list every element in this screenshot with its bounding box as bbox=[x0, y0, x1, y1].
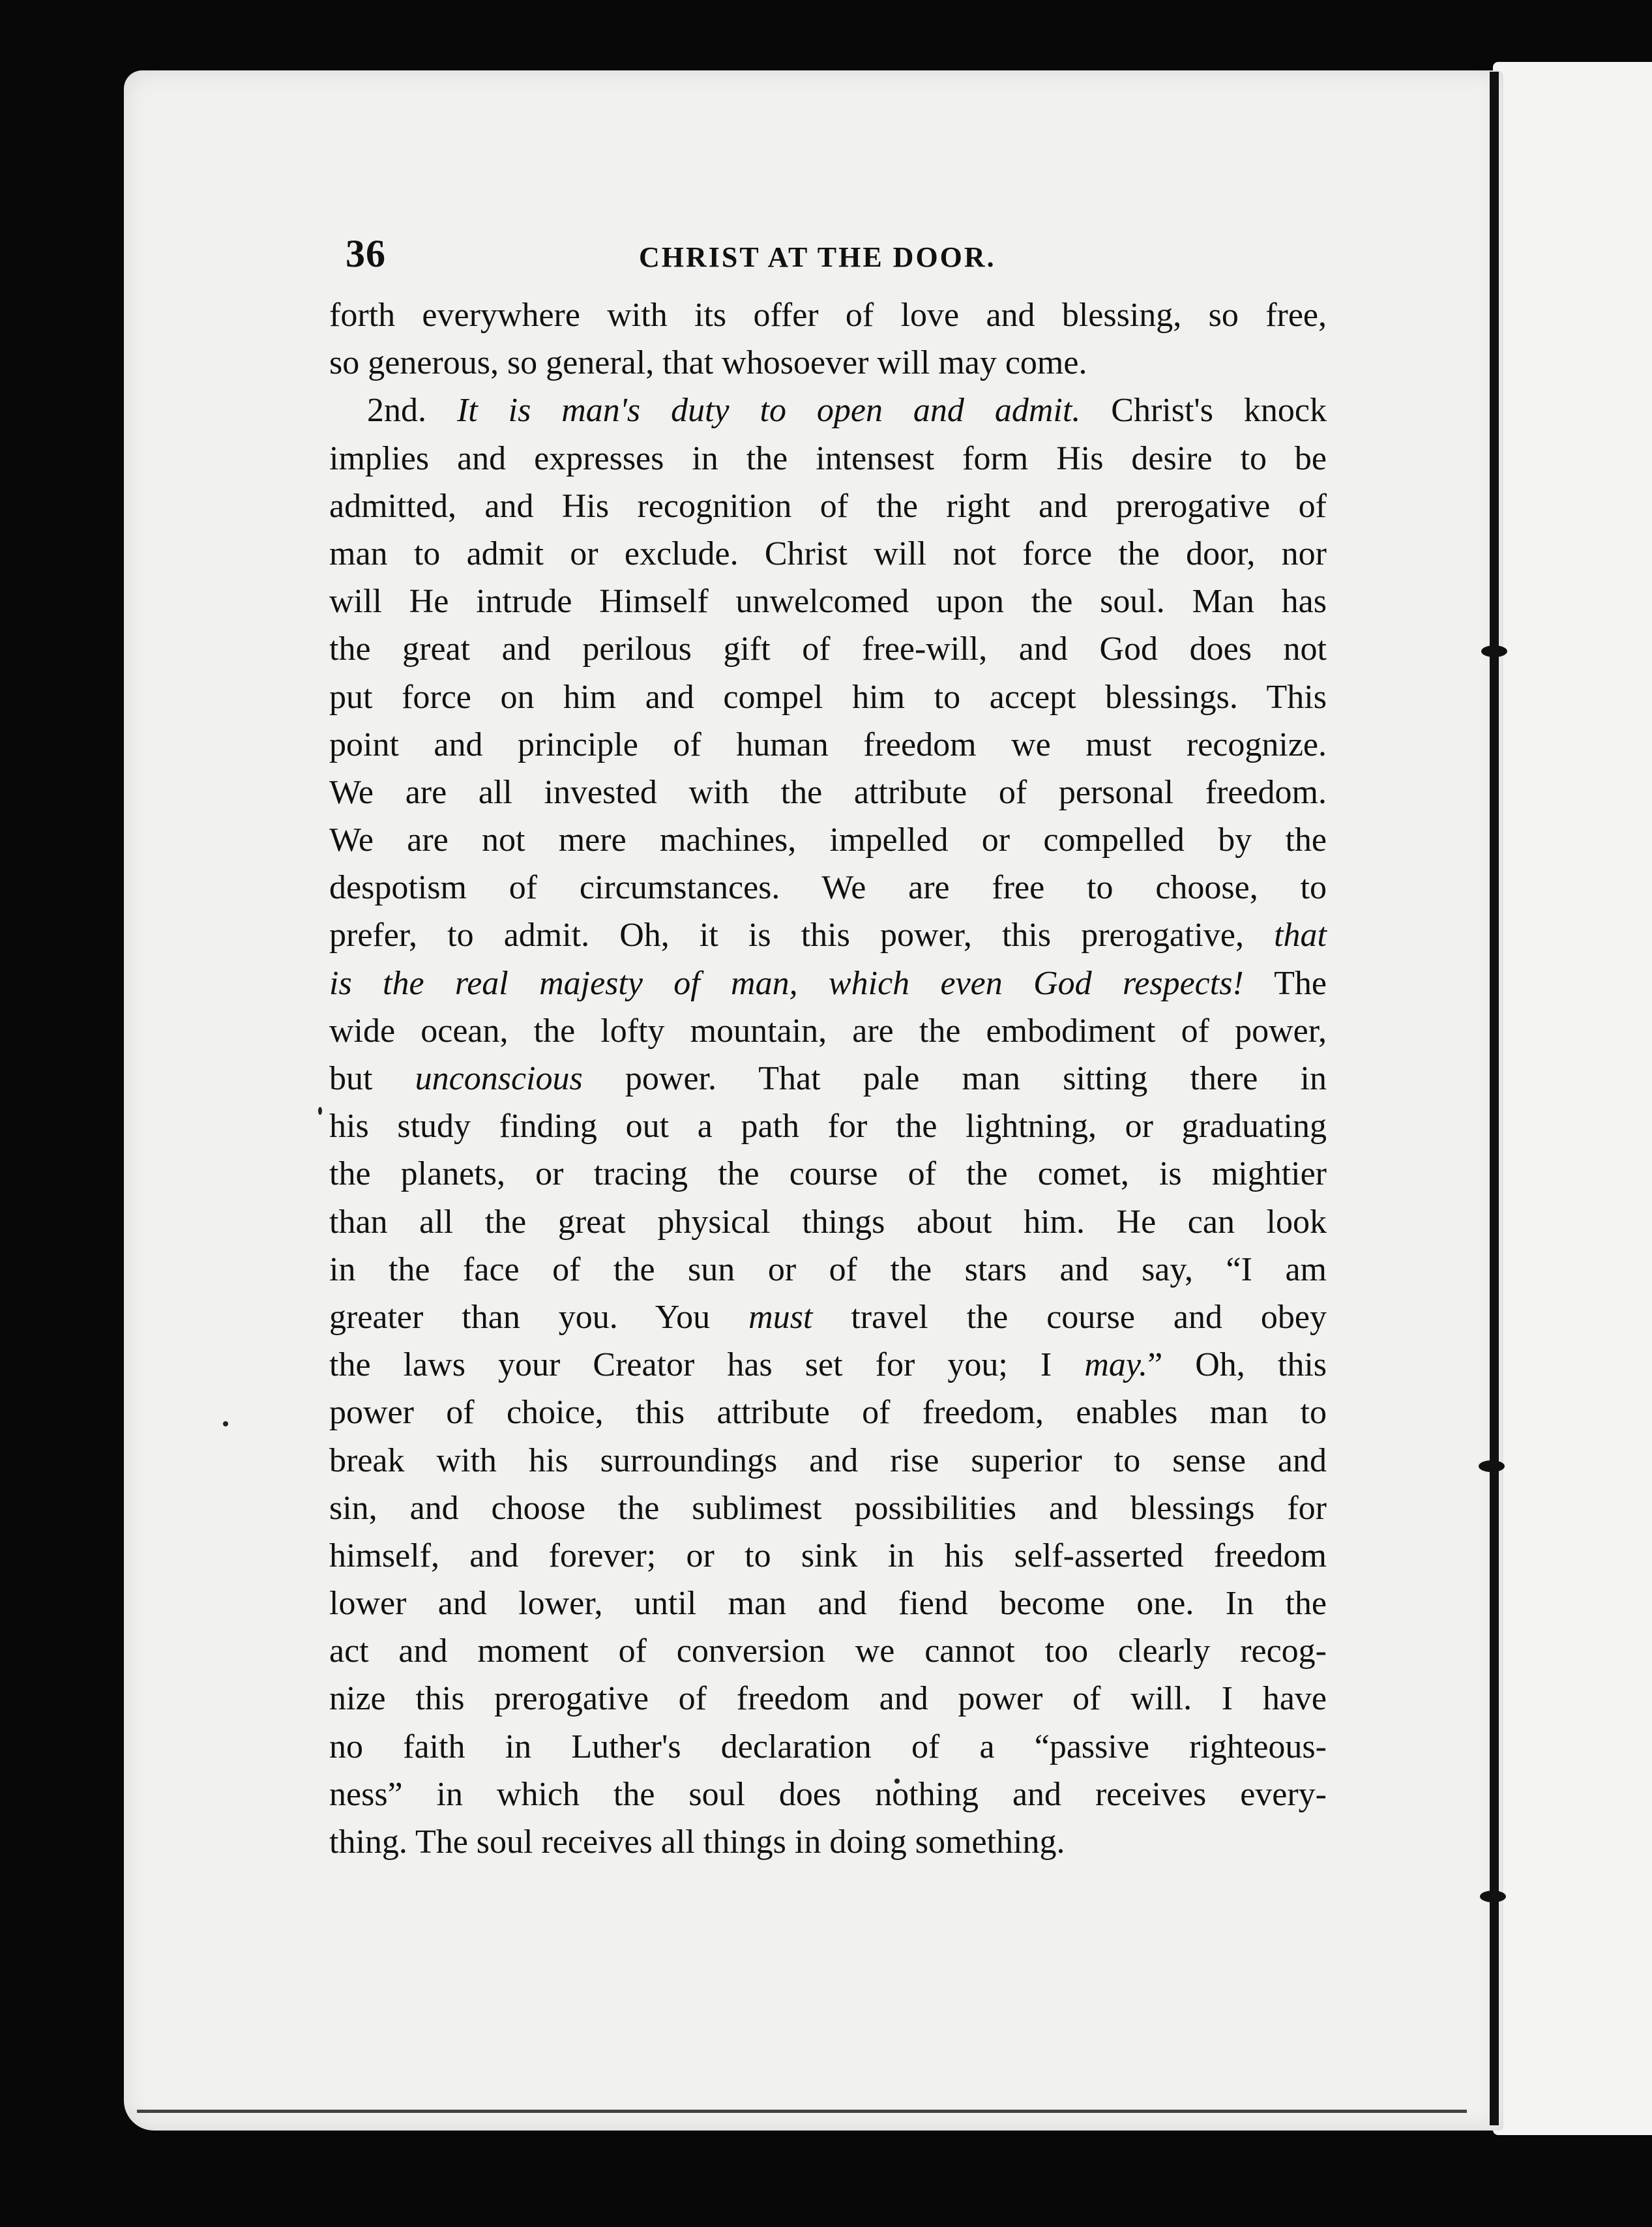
text-run: no faith in Luther's declaration of a “passive righteous- bbox=[329, 1728, 1327, 1765]
italic-text: It is man's duty to open and admit. bbox=[456, 392, 1081, 430]
binding-stitch-mark bbox=[1480, 1891, 1506, 1902]
text-line bbox=[329, 1771, 1327, 1818]
text-line bbox=[329, 911, 1327, 959]
text-line bbox=[329, 1484, 1327, 1532]
text-line bbox=[329, 1150, 1327, 1198]
italic-text: may. bbox=[1084, 1346, 1148, 1384]
text-line bbox=[329, 1102, 1327, 1150]
text-line bbox=[329, 339, 1327, 387]
text-run: prefer, to admit. Oh, it is this power, this prerogative, bbox=[329, 917, 1275, 954]
text-run: sin, and choose the sublimest possibilities and blessings for bbox=[329, 1489, 1327, 1527]
text-run: the planets, or tracing the course of the comet, is mightier bbox=[329, 1155, 1327, 1193]
text-line bbox=[329, 816, 1327, 864]
text-line bbox=[329, 673, 1327, 721]
text-run: travel the course and obey bbox=[812, 1298, 1327, 1336]
text-run: put force on him and compel him to accept blessings. This bbox=[329, 678, 1327, 716]
text-line bbox=[329, 1007, 1327, 1055]
page-text bbox=[329, 231, 1327, 1866]
text-run: Christ's knock bbox=[1080, 392, 1327, 430]
text-run: despotism of circumstances. We are free to choose, to bbox=[329, 869, 1327, 907]
text-line bbox=[329, 1246, 1327, 1293]
text-line bbox=[329, 769, 1327, 816]
text-line bbox=[329, 721, 1327, 769]
running-title: CHRIST AT THE DOOR. bbox=[639, 241, 996, 273]
facing-page-edge bbox=[1493, 62, 1652, 2135]
text-line bbox=[329, 1293, 1327, 1341]
text-line bbox=[329, 1675, 1327, 1722]
ink-speck bbox=[318, 1107, 322, 1115]
text-line bbox=[329, 1818, 1327, 1866]
binding-stitch-mark bbox=[1481, 645, 1507, 657]
text-run: power of choice, this attribute of freedom, enables man to bbox=[329, 1394, 1327, 1432]
text-run: but bbox=[329, 1060, 415, 1097]
text-line bbox=[329, 1723, 1327, 1771]
binding-stitch-mark bbox=[1479, 1460, 1505, 1472]
text-line bbox=[329, 291, 1327, 339]
text-run: ” Oh, this bbox=[1147, 1346, 1327, 1384]
text-run: himself, and forever; or to sink in his self-asserted freedom bbox=[329, 1537, 1327, 1574]
italic-text: must bbox=[748, 1298, 813, 1336]
text-line bbox=[329, 1341, 1327, 1389]
text-line bbox=[329, 387, 1327, 434]
text-run: break with his surroundings and rise superior to sense and bbox=[329, 1441, 1327, 1479]
text-line bbox=[329, 625, 1327, 673]
text-run: wide ocean, the lofty mountain, are the embodiment of power, bbox=[329, 1012, 1327, 1050]
text-run: forth everywhere with its offer of love and blessing, so free, bbox=[329, 297, 1327, 334]
ink-speck bbox=[223, 1421, 228, 1426]
text-run: We are all invested with the attribute of personal freedom. bbox=[329, 773, 1327, 811]
text-line bbox=[329, 530, 1327, 578]
text-run: the laws your Creator has set for you; I bbox=[329, 1346, 1085, 1384]
text-line bbox=[329, 578, 1327, 625]
text-run: will He intrude Himself unwelcomed upon the soul. Man has bbox=[329, 583, 1327, 621]
text-run: The bbox=[1243, 964, 1327, 1002]
text-run: in the face of the sun or of the stars and say, “I am bbox=[329, 1250, 1327, 1288]
text-line bbox=[329, 482, 1327, 530]
text-run: We are not mere machines, impelled or compelled by the bbox=[329, 821, 1327, 859]
page-number: 36 bbox=[346, 232, 386, 275]
italic-text: unconscious bbox=[415, 1060, 583, 1097]
text-run: thing. The soul receives all things in doing something. bbox=[329, 1823, 1065, 1861]
text-run: implies and expresses in the intensest form His desire to be bbox=[329, 439, 1327, 477]
text-line bbox=[329, 960, 1327, 1007]
text-line bbox=[329, 435, 1327, 482]
text-run: man to admit or exclude. Christ will not force the door, nor bbox=[329, 535, 1327, 572]
text-line bbox=[329, 1055, 1327, 1102]
text-line bbox=[329, 1580, 1327, 1627]
page-bottom-edge bbox=[137, 2110, 1467, 2113]
text-run: admitted, and His recognition of the right and prerogative of bbox=[329, 487, 1327, 525]
italic-text: that bbox=[1274, 917, 1327, 954]
text-line bbox=[329, 1532, 1327, 1580]
text-run: lower and lower, until man and fiend become one. In the bbox=[329, 1585, 1327, 1623]
text-line bbox=[329, 1198, 1327, 1246]
text-run: point and principle of human freedom we must recognize. bbox=[329, 726, 1327, 763]
text-run: ness” in which the soul does nothing and receives every- bbox=[329, 1775, 1327, 1813]
text-line bbox=[329, 1627, 1327, 1675]
text-run: so generous, so general, that whosoever will may come. bbox=[329, 344, 1087, 382]
text-run: his study finding out a path for the lightning, or graduating bbox=[329, 1108, 1327, 1145]
text-run: the great and perilous gift of free-will, and God does not bbox=[329, 630, 1327, 668]
binding-gutter bbox=[1490, 72, 1499, 2125]
text-line bbox=[329, 1389, 1327, 1436]
body-text bbox=[329, 291, 1327, 1866]
italic-text: is the real majesty of man, which even God respects! bbox=[329, 964, 1244, 1002]
text-run: act and moment of conversion we cannot too clearly recog- bbox=[329, 1632, 1327, 1670]
text-run: greater than you. You bbox=[329, 1298, 749, 1336]
text-line bbox=[329, 864, 1327, 911]
text-run: nize this prerogative of freedom and power of will. I have bbox=[329, 1680, 1327, 1718]
text-run: than all the great physical things about him. He can look bbox=[329, 1203, 1327, 1241]
text-line bbox=[329, 1437, 1327, 1484]
text-run: 2nd. bbox=[367, 392, 457, 430]
text-run: power. That pale man sitting there in bbox=[582, 1060, 1327, 1097]
running-head bbox=[329, 231, 1327, 291]
